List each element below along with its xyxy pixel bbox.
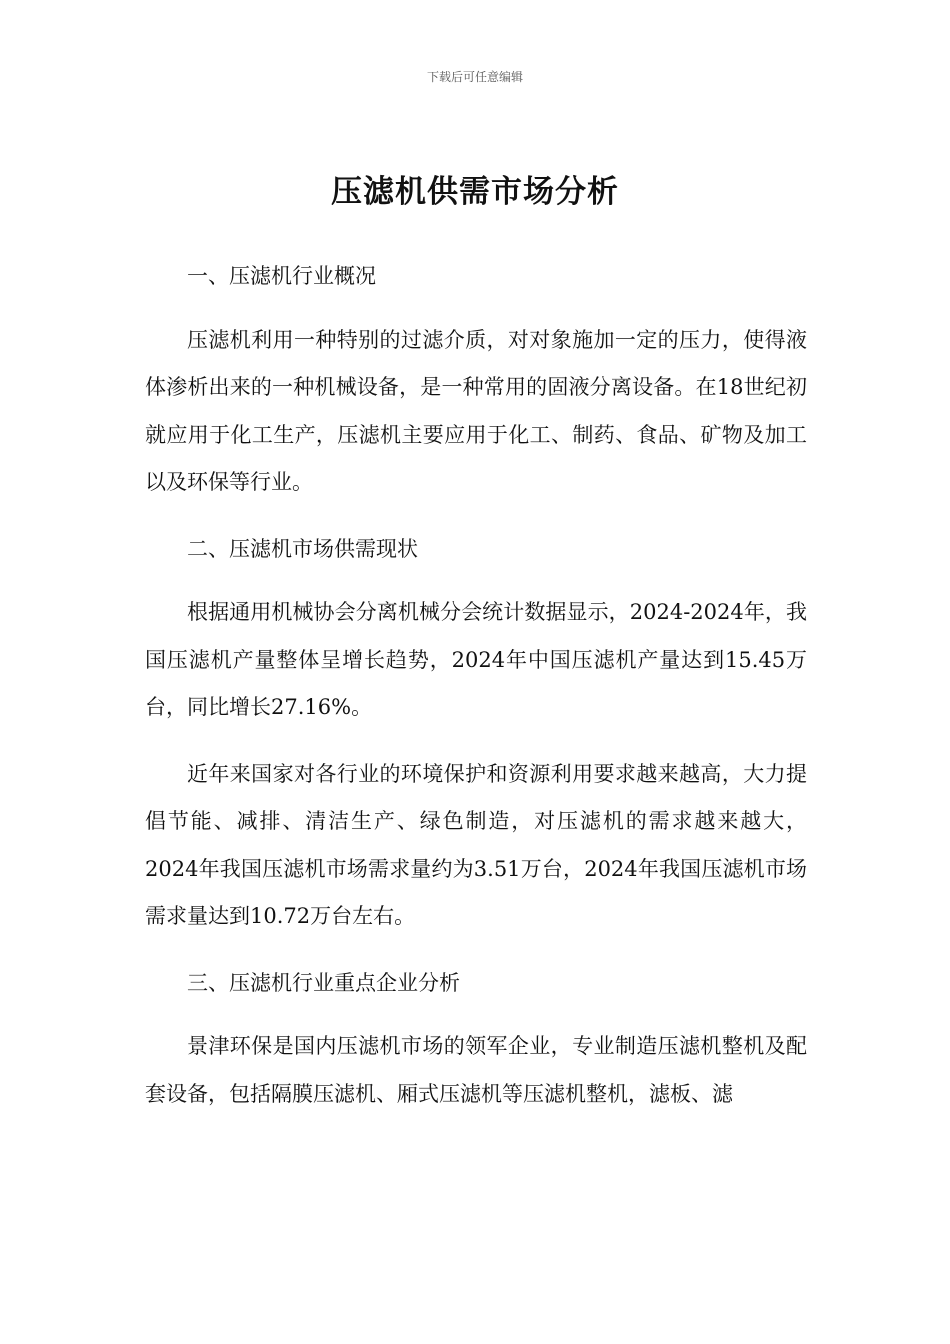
document-title: 压滤机供需市场分析: [331, 174, 619, 210]
page-header: 下载后可任意编辑: [426, 70, 523, 84]
paragraph-overview: 压滤机利用一种特别的过滤介质，对对象施加一定的压力，使得液体渗析出来的一种机械设备，是一种常用的固液分离设备。在18世纪初就应用于化工生产，压滤机主要应用于化工、制药、食品、矿物及加工以及环保等行业。: [145, 327, 807, 494]
paragraph-production: 根据通用机械协会分离机械分会统计数据显示，2024-2024年，我国压滤机产量整体呈增长趋势，2024年中国压滤机产量达到15.45万台，同比增长27.16%。: [145, 600, 807, 719]
section-heading-supply-demand: 二、压滤机市场供需现状: [187, 536, 418, 561]
paragraph-company: 景津环保是国内压滤机市场的领军企业，专业制造压滤机整机及配套设备，包括隔膜压滤机、厢式压滤机等压滤机整机，滤板、滤: [145, 1034, 807, 1106]
document-body: [145, 253, 807, 1137]
section-heading-key-companies: 三、压滤机行业重点企业分析: [187, 970, 460, 995]
section-heading-overview: 一、压滤机行业概况: [187, 264, 376, 288]
paragraph-demand: 近年来国家对各行业的环境保护和资源利用要求越来越高，大力提倡节能、减排、清洁生产、绿色制造，对压滤机的需求越来越大，2024年我国压滤机市场需求量约为3.51万台，2024年我国压滤机市场需求量达到10.72万台左右。: [145, 761, 807, 928]
